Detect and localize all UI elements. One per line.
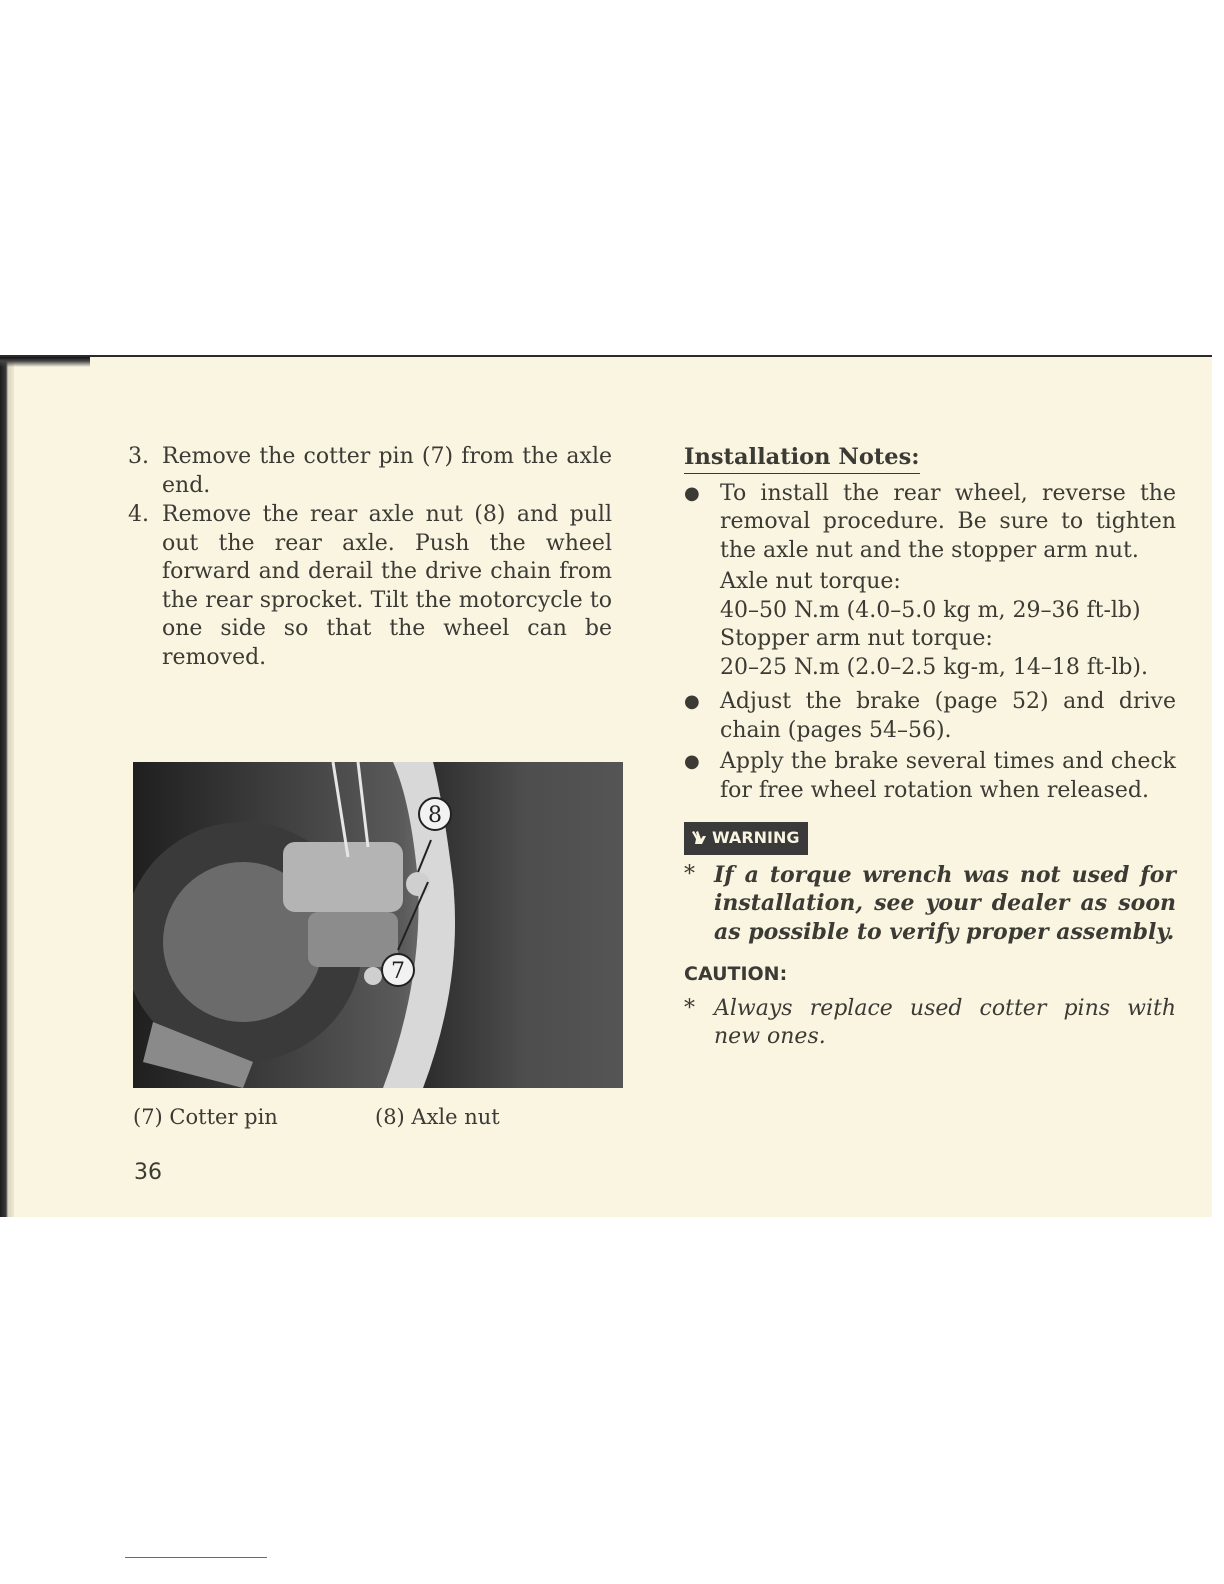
rear-axle-illustration bbox=[133, 762, 623, 1088]
page-number: 36 bbox=[134, 1160, 162, 1185]
stopper-torque-value: 20–25 N.m (2.0–2.5 kg-m, 14–18 ft-lb). bbox=[720, 654, 1149, 680]
warning-note bbox=[684, 861, 1176, 947]
bullet-icon: ● bbox=[684, 691, 700, 712]
step-number: 4. bbox=[128, 502, 149, 527]
warning-hand-icon bbox=[690, 830, 708, 846]
caution-text: Always replace used cotter pins with new ones. bbox=[714, 995, 1176, 1050]
left-column bbox=[128, 443, 612, 673]
right-column bbox=[684, 443, 1176, 1052]
installation-notes-heading: Installation Notes: bbox=[684, 443, 920, 474]
caption-cotter-pin: (7) Cotter pin bbox=[133, 1105, 278, 1129]
axle-torque-value: 40–50 N.m (4.0–5.0 kg m, 29–36 ft-lb) bbox=[720, 597, 1141, 623]
rear-axle-photo bbox=[133, 762, 623, 1088]
bullet-adjust bbox=[684, 688, 1176, 745]
bullet-text: Apply the brake several times and check for free wheel rotation when released. bbox=[720, 749, 1176, 803]
caution-note bbox=[684, 995, 1176, 1052]
page-edge-shadow bbox=[0, 357, 90, 367]
stopper-torque-label: Stopper arm nut torque: bbox=[720, 626, 993, 651]
step-text: Remove the rear axle nut (8) and pull out the rear axle. Push the wheel forward and derail the drive chain from the rear sprocket. Tilt the motorcycle to one side so that the wheel can be removed. bbox=[162, 502, 612, 670]
bullet-install bbox=[684, 480, 1176, 566]
callout-7-label: 7 bbox=[391, 959, 405, 984]
axle-plate bbox=[283, 842, 403, 912]
step-3 bbox=[128, 443, 612, 500]
bullet-apply bbox=[684, 748, 1176, 805]
page-edge bbox=[0, 357, 14, 1217]
step-4 bbox=[128, 501, 612, 672]
bullet-icon: ● bbox=[684, 482, 700, 504]
caution-label: CAUTION: bbox=[684, 963, 788, 986]
footer-rule bbox=[125, 1557, 267, 1558]
step-number: 3. bbox=[128, 444, 149, 469]
manual-page bbox=[0, 355, 1212, 1217]
step-text: Remove the cotter pin (7) from the axle end. bbox=[162, 444, 612, 498]
bullet-text: To install the rear wheel, reverse the removal procedure. Be sure to tighten the axle nut and the stopper arm nut. bbox=[720, 480, 1176, 563]
callout-8-label: 8 bbox=[428, 803, 442, 828]
asterisk: * bbox=[684, 861, 695, 887]
cotter-pin-shape bbox=[364, 967, 382, 985]
bullet-icon: ● bbox=[684, 751, 700, 772]
bullet-text: Adjust the brake (page 52) and drive chain (pages 54–56). bbox=[720, 689, 1176, 743]
warning-label: WARNING bbox=[712, 828, 800, 847]
axle-torque-label: Axle nut torque: bbox=[720, 569, 901, 594]
warning-badge bbox=[684, 822, 808, 855]
asterisk: * bbox=[684, 995, 695, 1021]
caption-axle-nut: (8) Axle nut bbox=[375, 1105, 500, 1129]
warning-text: If a torque wrench was not used for installation, see your dealer as soon as possible to verify proper assembly. bbox=[714, 861, 1176, 945]
stopper-arm bbox=[308, 912, 398, 967]
